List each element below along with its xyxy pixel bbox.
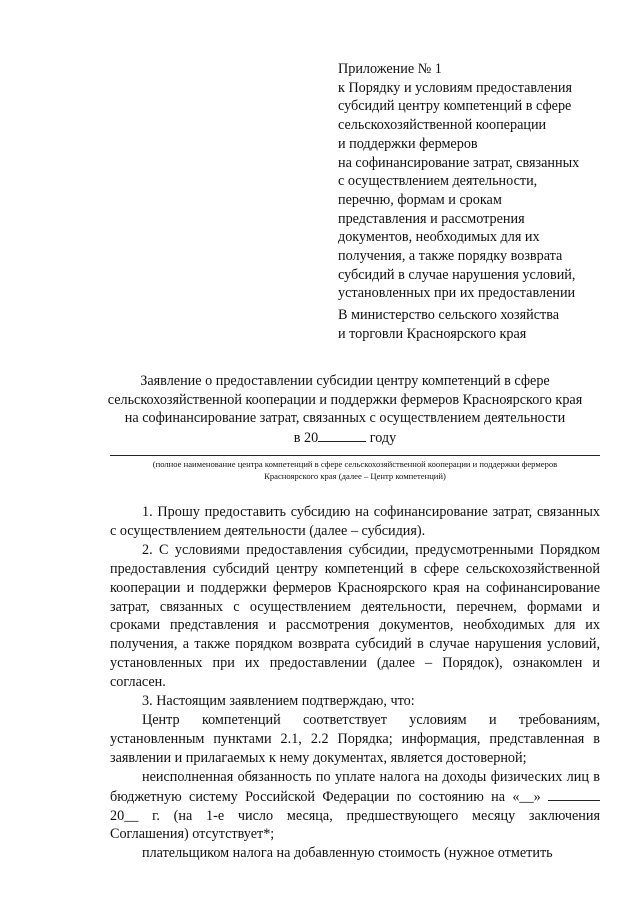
- year-suffix: году: [366, 429, 397, 446]
- annex-line: перечню, формам и срокам: [338, 191, 502, 208]
- annex-line: Приложение № 1: [338, 61, 442, 77]
- annex-line: к Порядку и условиям предоставления: [338, 79, 573, 96]
- title-line: на софинансирование затрат, связанных с осуществлением деятельности: [124, 410, 566, 427]
- paragraph-5-start: неисполненная обязанность по уплате налога на доходы физических лиц в бюджетную систему Российской Федерации по состоянию на «__»: [110, 768, 600, 805]
- annex-header: [338, 60, 618, 303]
- annex-line: субсидий центру компетенций в сфере: [338, 98, 572, 115]
- addressee-line: В министерство сельского хозяйства: [338, 307, 560, 323]
- title-line: Заявление о предоставлении субсидии центру компетенций в сфере: [140, 373, 550, 389]
- paragraph-6: плательщиком налога на добавленную стоимость (нужное отметить: [142, 845, 553, 862]
- title-year-line: [90, 428, 600, 448]
- caption-line: (полное наименование центра компетенций в сфере сельскохозяйственной кооперации и поддержки фермеров: [152, 459, 558, 469]
- name-caption: [100, 459, 610, 482]
- caption-line: Красноярского края (далее – Центр компетенций): [264, 470, 446, 481]
- paragraph-2: 2. С условиями предоставления субсидии, предусмотренными Порядком предоставления субсидий центру компетенций в сфере сельскохозяйственной кооперации и поддержки фермеров Красноярского края на софинансирование затрат, связанных с осуществлением деятельности, перечнем, формами и сроками представления и рассмотрения документов, необходимых для их получения, а также порядком возврата субсидий в случае нарушения условий, установленных при их предоставлении (далее – Порядок), ознакомлен и согласен.: [110, 541, 600, 691]
- month-blank: [548, 787, 600, 801]
- annex-line: представления и рассмотрения: [338, 210, 525, 227]
- annex-line: документов, необходимых для их: [338, 229, 540, 246]
- paragraph-5-end: 20__ г. (на 1-е число месяца, предшествующего месяцу заключения Соглашения) отсутствует*;: [110, 807, 600, 843]
- annex-line: на софинансирование затрат, связанных: [338, 154, 580, 171]
- annex-line: и поддержки фермеров: [338, 135, 478, 152]
- annex-line: установленных при их предоставлении: [338, 285, 576, 302]
- document-title: [90, 372, 600, 447]
- addressee-block: [338, 306, 618, 343]
- paragraph-4: Центр компетенций соответствует условиям и требованиям, установленным пунктами 2.1, 2.2 Порядка; информация, представленная в заявлении и прилагаемых к нему документах, является достоверной;: [110, 711, 600, 766]
- document-body: [110, 503, 600, 863]
- addressee-line: и торговли Красноярского края: [338, 325, 527, 342]
- annex-line: сельскохозяйственной кооперации: [338, 117, 547, 134]
- year-blank: [318, 428, 366, 442]
- paragraph-1: 1. Прошу предоставить субсидию на софинансирование затрат, связанных с осуществлением деятельности (далее – субсидия).: [110, 504, 600, 539]
- name-fill-line: [110, 455, 600, 456]
- paragraph-3: 3. Настоящим заявлением подтверждаю, что:: [142, 693, 415, 710]
- paragraph-5: [110, 768, 600, 845]
- title-line: сельскохозяйственной кооперации и поддержки фермеров Красноярского края: [107, 391, 583, 408]
- annex-line: получения, а также порядку возврата: [338, 248, 563, 265]
- year-prefix: в 20: [293, 429, 319, 446]
- annex-line: субсидий в случае нарушения условий,: [338, 266, 576, 283]
- annex-line: с осуществлением деятельности,: [338, 173, 538, 190]
